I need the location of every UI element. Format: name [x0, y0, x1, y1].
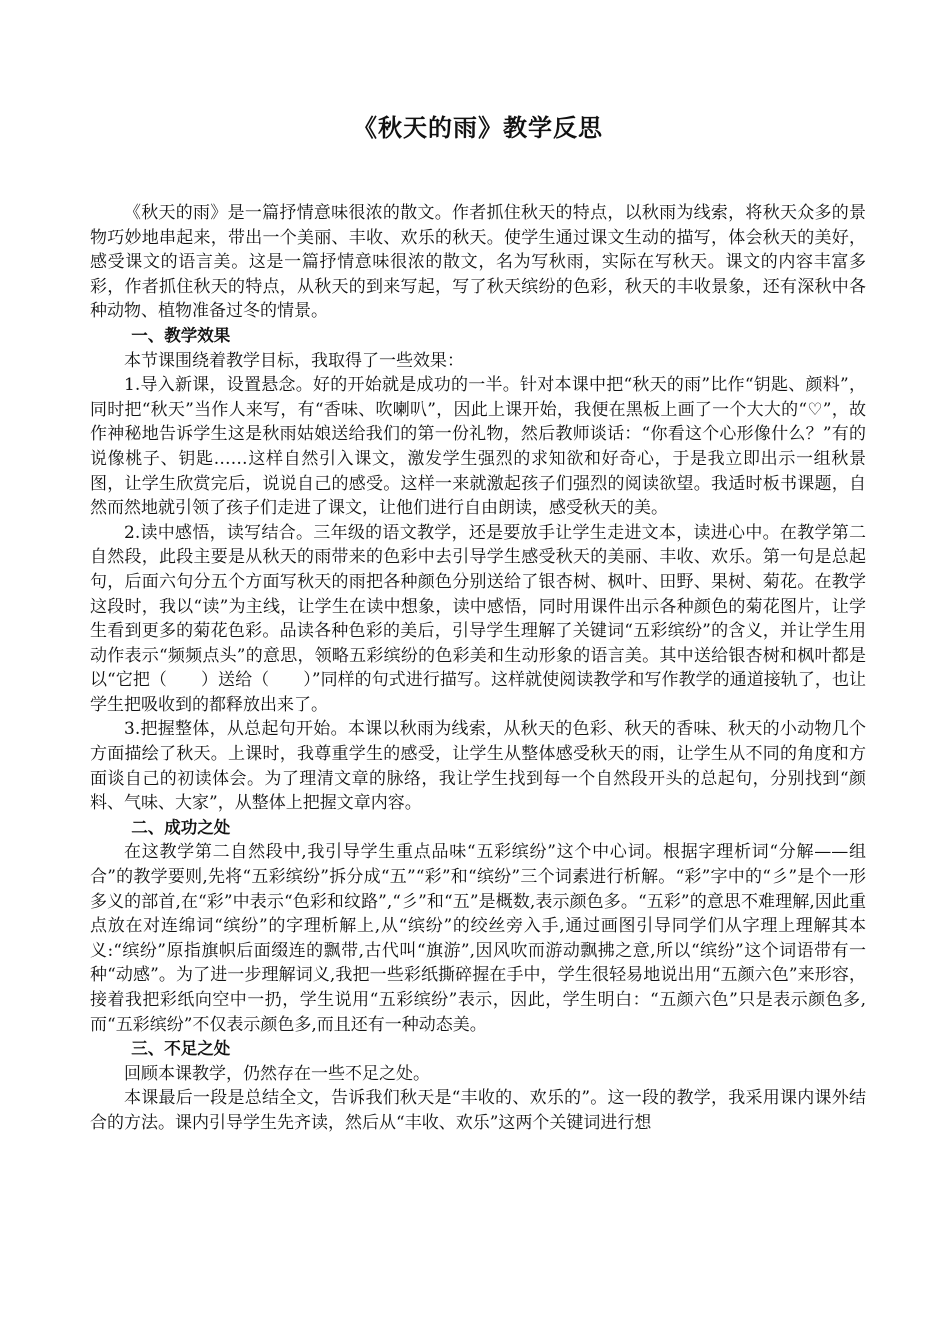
section1-paragraph-3: 3.把握整体，从总起句开始。本课以秋雨为线索，从秋天的色彩、秋天的香味、秋天的小动物几个方面描绘了秋天。上课时，我尊重学生的感受，让学生从整体感受秋天的雨，让学生从不同的角度和方面谈自己的初读体会。为了理清文章的脉络，我让学生找到每一个自然段开头的总起句，分别找到“颜料、气味、大家”，从整体上把握文章内容。 — [90, 719, 866, 814]
section3-paragraph-2: 本课最后一段是总结全文，告诉我们秋天是“丰收的、欢乐的”。这一段的教学，我采用课内课外结合的方法。课内引导学生先齐读，然后从“丰收、欢乐”这两个关键词进行想 — [90, 1088, 866, 1133]
section1-lead-paragraph: 本节课围绕着教学目标，我取得了一些效果： — [124, 350, 464, 371]
section1-paragraph-2: 2.读中感悟，读写结合。三年级的语文教学，还是要放手让学生走进文本，读进心中。在教学第二自然段，此段主要是从秋天的雨带来的色彩中去引导学生感受秋天的美丽、丰收、欢乐。第一句是总起句，后面六句分五个方面写秋天的雨把各种颜色分别送给了银杏树、枫叶、田野、果树、菊花。在教学这段时，我以“读”为主线，让学生在读中想象，读中感悟，同时用课件出示各种颜色的菊花图片，让学生看到更多的菊花色彩。品读各种色彩的美后，引导学生理解了关键词“五彩缤纷”的含义，并让学生用动作表示“频频点头”的意思，领略五彩缤纷的色彩美和生动形象的语言美。其中送给银杏树和枫叶都是以“它把（ ）送给（ ）”同样的句式进行描写。这样就使阅读教学和写作教学的通道接轨了，也让学生把吸收到的都释放出来了。 — [90, 522, 866, 715]
section-heading-shortcomings: 三、不足之处 — [131, 1039, 231, 1059]
intro-paragraph: 《秋天的雨》是一篇抒情意味很浓的散文。作者抓住秋天的特点，以秋雨为线索，将秋天众多的景物巧妙地串起来，带出一个美丽、丰收、欢乐的秋天。使学生通过课文生动的描写，体会秋天的美好，感受课文的语言美。这是一篇抒情意味很浓的散文，名为写秋雨，实际在写秋天。课文的内容丰富多彩，作者抓住秋天的特点，从秋天的到来写起，写了秋天缤纷的色彩，秋天的丰收景象，还有深秋中各种动物、植物准备过冬的情景。 — [90, 203, 866, 322]
section-heading-teaching-effect: 一、教学效果 — [131, 325, 231, 345]
section3-paragraph-1: 回顾本课教学，仍然存在一些不足之处。 — [124, 1063, 430, 1084]
document-title: 《秋天的雨》教学反思 — [353, 114, 603, 142]
section-heading-successes: 二、成功之处 — [131, 817, 231, 837]
document-body — [90, 201, 866, 1136]
section1-paragraph-1: 1.导入新课，设置悬念。好的开始就是成功的一半。针对本课中把“秋天的雨”比作“钥匙、颜料”，同时把“秋天”当作人来写，有“香味、吹喇叭”，因此上课开始，我便在黑板上画了一个大大的“♡”，故作神秘地告诉学生这是秋雨姑娘送给我们的第一份礼物，然后教师谈话：“你看这个心形像什么？”有的说像桃子、钥匙……这样自然引入课文，激发学生强烈的求知欲和好奇心，于是我立即出示一组秋景图，让学生欣赏完后，说说自己的感受。这样一来就激起孩子们强烈的阅读欲望。我适时板书课题，自然而然地就引领了孩子们走进了课文，让他们进行自由朗读，感受秋天的美。 — [90, 375, 866, 519]
section2-paragraph-1: 在这教学第二自然段中,我引导学生重点品味“五彩缤纷”这个中心词。根据字理析词“分解——组合”的教学要则,先将“五彩缤纷”拆分成“五”“彩”和“缤纷”三个词素进行析解。“彩”字中的“彡”是个一形多义的部首,在“彩”中表示“色彩和纹路”,“彡”和“五”是概数,表示颜色多。“五彩”的意思不难理解,因此重点放在对连绵词“缤纷”的字理析解上,从“缤纷”的绞丝旁入手,通过画图引导同学们从字理上理解其本义:“缤纷”原指旗帜后面缀连的飘带,古代叫“旗游”,因风吹而游动飘拂之意,所以“缤纷”这个词语带有一种“动感”。为了进一步理解词义,我把一些彩纸撕碎握在手中，学生很轻易地说出用“五颜六色”来形容，接着我把彩纸向空中一扔，学生说用“五彩缤纷”表示，因此，学生明白：“五颜六色”只是表示颜色多,而“五彩缤纷”不仅表示颜色多,而且还有一种动态美。 — [90, 842, 866, 1035]
